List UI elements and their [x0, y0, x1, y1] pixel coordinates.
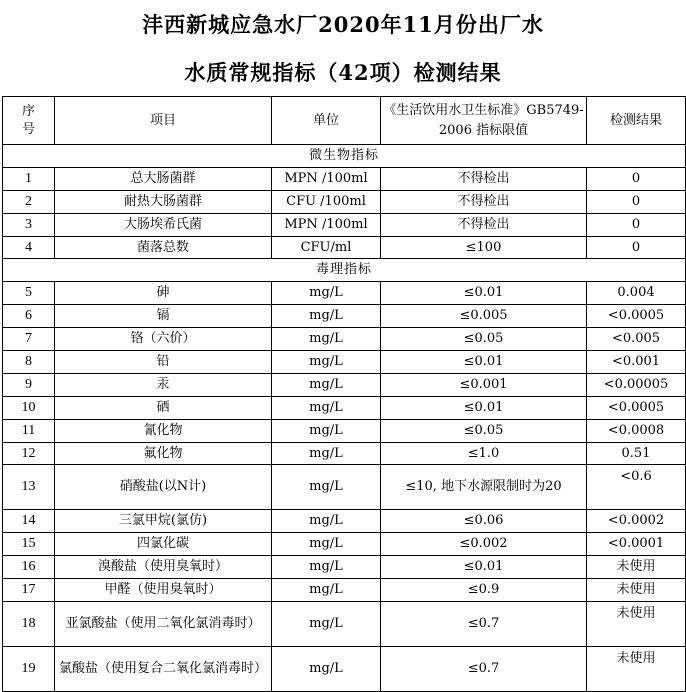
- cell-unit: mg/L: [272, 602, 381, 647]
- cell-limit: ≤0.01: [381, 351, 587, 374]
- cell-item: 铅: [55, 351, 272, 374]
- cell-result: 0.51: [587, 442, 686, 465]
- section-title: 微生物指标: [3, 145, 686, 168]
- cell-item: 四氯化碳: [55, 533, 272, 556]
- cell-limit: ≤0.01: [381, 282, 587, 305]
- cell-result: <0.005: [587, 328, 686, 351]
- cell-result: <0.0001: [587, 533, 686, 556]
- cell-result: 未使用: [587, 556, 686, 579]
- page-subtitle: 水质常规指标（42项）检测结果: [184, 60, 502, 85]
- cell-no: 1: [3, 167, 55, 190]
- cell-result: 0: [587, 190, 686, 213]
- table-row: [3, 282, 686, 305]
- table-header-row: [3, 97, 686, 145]
- cell-unit: mg/L: [272, 442, 381, 465]
- table-row: [3, 396, 686, 419]
- cell-no: 17: [3, 579, 55, 602]
- cell-item: 氰化物: [55, 419, 272, 442]
- cell-unit: mg/L: [272, 373, 381, 396]
- cell-result: 0: [587, 167, 686, 190]
- cell-item: 硒: [55, 396, 272, 419]
- cell-item: 亚氯酸盐（使用二氧化氯消毒时）: [55, 602, 272, 647]
- table-row: [3, 602, 686, 647]
- cell-result: 未使用: [587, 647, 686, 692]
- cell-limit: ≤0.001: [381, 373, 587, 396]
- cell-item: 甲醛（使用臭氧时）: [55, 579, 272, 602]
- cell-limit: ≤0.05: [381, 328, 587, 351]
- cell-item: 铬（六价）: [55, 328, 272, 351]
- table-row: [3, 510, 686, 533]
- cell-item: 氟化物: [55, 442, 272, 465]
- cell-no: 9: [3, 373, 55, 396]
- section-row: [3, 259, 686, 282]
- cell-limit: 不得检出: [381, 190, 587, 213]
- cell-limit: ≤0.06: [381, 510, 587, 533]
- header-no: 序 号: [3, 97, 55, 145]
- header-result: 检测结果: [587, 97, 686, 145]
- cell-no: 15: [3, 533, 55, 556]
- cell-result: 未使用: [587, 579, 686, 602]
- cell-result: <0.0008: [587, 419, 686, 442]
- cell-result: 0.004: [587, 282, 686, 305]
- cell-limit: ≤0.05: [381, 419, 587, 442]
- cell-unit: mg/L: [272, 465, 381, 510]
- page-title: 沣西新城应急水厂2020年11月份出厂水: [142, 12, 544, 37]
- cell-no: 10: [3, 396, 55, 419]
- cell-unit: mg/L: [272, 556, 381, 579]
- cell-result: <0.001: [587, 351, 686, 374]
- cell-unit: mg/L: [272, 647, 381, 692]
- table-row: [3, 213, 686, 236]
- table-row: [3, 236, 686, 259]
- cell-result: <0.0005: [587, 305, 686, 328]
- cell-limit: 不得检出: [381, 213, 587, 236]
- cell-no: 6: [3, 305, 55, 328]
- cell-no: 4: [3, 236, 55, 259]
- table-row: [3, 305, 686, 328]
- table-row: [3, 647, 686, 692]
- cell-result: <0.00005: [587, 373, 686, 396]
- table-row: [3, 419, 686, 442]
- cell-no: 13: [3, 465, 55, 510]
- cell-no: 5: [3, 282, 55, 305]
- cell-item: 硝酸盐(以N计): [55, 465, 272, 510]
- cell-limit: ≤0.01: [381, 396, 587, 419]
- cell-unit: mg/L: [272, 305, 381, 328]
- header-unit: 单位: [272, 97, 381, 145]
- cell-unit: MPN /100ml: [272, 213, 381, 236]
- cell-no: 2: [3, 190, 55, 213]
- results-table: [2, 96, 686, 692]
- cell-item: 镉: [55, 305, 272, 328]
- table-row: [3, 167, 686, 190]
- cell-unit: mg/L: [272, 579, 381, 602]
- cell-result: <0.6: [587, 465, 686, 510]
- cell-limit: ≤10, 地下水源限制时为20: [381, 465, 587, 510]
- table-row: [3, 190, 686, 213]
- cell-no: 14: [3, 510, 55, 533]
- cell-unit: mg/L: [272, 282, 381, 305]
- table-row: [3, 533, 686, 556]
- cell-no: 12: [3, 442, 55, 465]
- cell-unit: mg/L: [272, 419, 381, 442]
- table-row: [3, 442, 686, 465]
- cell-limit: ≤0.7: [381, 602, 587, 647]
- cell-item: 总大肠菌群: [55, 167, 272, 190]
- cell-item: 砷: [55, 282, 272, 305]
- cell-no: 11: [3, 419, 55, 442]
- table-row: [3, 465, 686, 510]
- cell-unit: MPN /100ml: [272, 167, 381, 190]
- header-limit: 《生活饮用水卫生标准》GB5749-2006 指标限值: [381, 97, 587, 145]
- cell-no: 19: [3, 647, 55, 692]
- cell-unit: CFU/ml: [272, 236, 381, 259]
- cell-unit: mg/L: [272, 396, 381, 419]
- cell-result: 0: [587, 213, 686, 236]
- cell-limit: ≤0.01: [381, 556, 587, 579]
- cell-result: 0: [587, 236, 686, 259]
- table-row: [3, 556, 686, 579]
- cell-unit: mg/L: [272, 328, 381, 351]
- cell-result: <0.0002: [587, 510, 686, 533]
- cell-item: 耐热大肠菌群: [55, 190, 272, 213]
- cell-item: 菌落总数: [55, 236, 272, 259]
- cell-limit: ≤1.0: [381, 442, 587, 465]
- cell-item: 大肠埃希氏菌: [55, 213, 272, 236]
- cell-no: 16: [3, 556, 55, 579]
- cell-no: 8: [3, 351, 55, 374]
- cell-no: 3: [3, 213, 55, 236]
- cell-item: 氯酸盐（使用复合二氧化氯消毒时）: [55, 647, 272, 692]
- table-row: [3, 373, 686, 396]
- cell-limit: ≤0.7: [381, 647, 587, 692]
- cell-item: 三氯甲烷(氯仿): [55, 510, 272, 533]
- table-row: [3, 328, 686, 351]
- section-row: [3, 145, 686, 168]
- cell-no: 7: [3, 328, 55, 351]
- cell-limit: ≤100: [381, 236, 587, 259]
- table-row: [3, 351, 686, 374]
- cell-result: 未使用: [587, 602, 686, 647]
- cell-item: 溴酸盐（使用臭氧时）: [55, 556, 272, 579]
- cell-limit: ≤0.005: [381, 305, 587, 328]
- cell-result: <0.0005: [587, 396, 686, 419]
- cell-unit: mg/L: [272, 533, 381, 556]
- cell-unit: CFU /100ml: [272, 190, 381, 213]
- cell-unit: mg/L: [272, 351, 381, 374]
- table-row: [3, 579, 686, 602]
- header-item: 项目: [55, 97, 272, 145]
- cell-item: 汞: [55, 373, 272, 396]
- section-title: 毒理指标: [3, 259, 686, 282]
- cell-limit: ≤0.002: [381, 533, 587, 556]
- cell-limit: ≤0.9: [381, 579, 587, 602]
- cell-unit: mg/L: [272, 510, 381, 533]
- cell-no: 18: [3, 602, 55, 647]
- cell-limit: 不得检出: [381, 167, 587, 190]
